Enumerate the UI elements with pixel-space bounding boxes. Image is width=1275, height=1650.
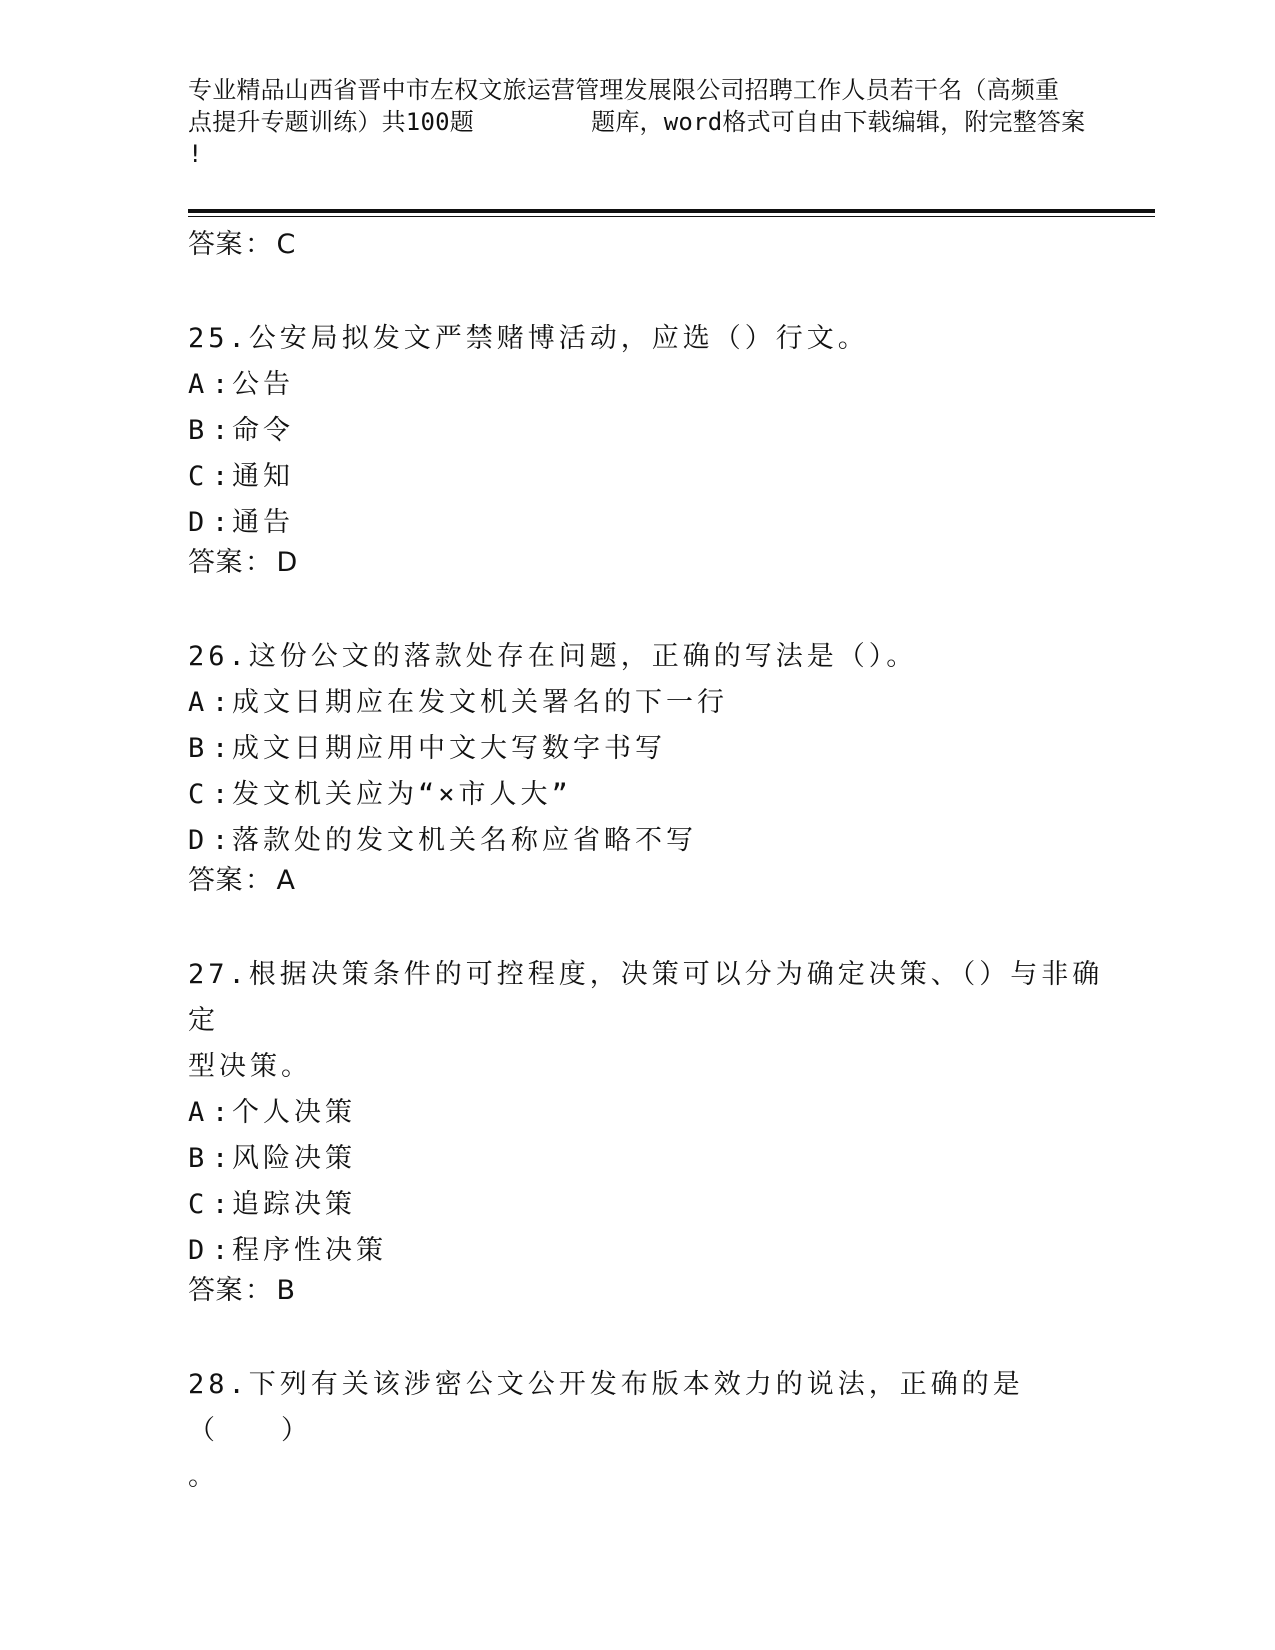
answer-line xyxy=(188,546,1118,580)
question-stem-line-1: 28.下列有关该涉密公文公开发布版本效力的说法，正确的是（ ） xyxy=(188,1369,1024,1446)
option-colon: : xyxy=(212,1097,229,1128)
option-colon: : xyxy=(212,687,229,718)
option-colon: : xyxy=(212,415,229,446)
question-26 xyxy=(188,634,1118,898)
answer-label: 答案 xyxy=(188,865,243,896)
option-letter: A xyxy=(188,687,205,718)
option-d xyxy=(188,500,1118,546)
answer-value: D xyxy=(276,547,298,578)
option-colon: : xyxy=(212,1143,229,1174)
option-text: 发文机关应为“×市人大” xyxy=(232,779,572,810)
option-colon: : xyxy=(212,825,229,856)
option-text: 通告 xyxy=(232,507,294,538)
header-divider-thin xyxy=(188,216,1155,217)
header-line-2: 点提升专题训练）共100题 题库，word格式可自由下载编辑，附完整答案 xyxy=(188,108,1086,136)
answer-value: A xyxy=(276,865,296,896)
option-c xyxy=(188,772,1118,818)
answer-label: 答案 xyxy=(188,229,243,260)
option-b xyxy=(188,408,1118,454)
option-letter: D xyxy=(188,1235,205,1266)
answer-label: 答案 xyxy=(188,547,243,578)
option-d xyxy=(188,1228,1118,1274)
option-b xyxy=(188,726,1118,772)
answer-value: C xyxy=(276,229,296,260)
option-colon: : xyxy=(212,779,229,810)
option-text: 成文日期应用中文大写数字书写 xyxy=(232,733,666,764)
option-colon: : xyxy=(212,733,229,764)
option-letter: B xyxy=(188,733,205,764)
option-colon: : xyxy=(212,461,229,492)
option-letter: B xyxy=(188,415,205,446)
header-line-3: ! xyxy=(188,140,203,168)
option-letter: C xyxy=(188,461,205,492)
option-colon: : xyxy=(212,1235,229,1266)
answer-label: 答案 xyxy=(188,1275,243,1306)
option-text: 个人决策 xyxy=(232,1097,356,1128)
question-content xyxy=(188,228,1118,1500)
option-colon: : xyxy=(212,507,229,538)
option-letter: C xyxy=(188,779,205,810)
option-text: 追踪决策 xyxy=(232,1189,356,1220)
option-a xyxy=(188,362,1118,408)
option-d xyxy=(188,818,1118,864)
document-header xyxy=(188,74,1088,170)
answer-separator: ： xyxy=(245,865,273,896)
option-text: 通知 xyxy=(232,461,294,492)
option-c xyxy=(188,454,1118,500)
option-letter: A xyxy=(188,1097,205,1128)
option-text: 落款处的发文机关名称应省略不写 xyxy=(232,825,697,856)
header-divider-thick xyxy=(188,209,1155,213)
question-stem-line-2: 型决策。 xyxy=(188,1051,312,1082)
option-c xyxy=(188,1182,1118,1228)
question-25 xyxy=(188,316,1118,580)
option-text: 命令 xyxy=(232,415,294,446)
option-colon: : xyxy=(212,369,229,400)
option-text: 程序性决策 xyxy=(232,1235,387,1266)
option-b xyxy=(188,1136,1118,1182)
answer-separator: ： xyxy=(245,1275,273,1306)
option-a xyxy=(188,1090,1118,1136)
option-letter: B xyxy=(188,1143,205,1174)
option-letter: D xyxy=(188,825,205,856)
question-27 xyxy=(188,952,1118,1308)
option-text: 风险决策 xyxy=(232,1143,356,1174)
question-28 xyxy=(188,1362,1118,1500)
option-letter: D xyxy=(188,507,205,538)
question-stem: 26.这份公文的落款处存在问题，正确的写法是（）。 xyxy=(188,641,918,672)
option-a xyxy=(188,680,1118,726)
option-letter: A xyxy=(188,369,205,400)
question-stem-line-1: 27.根据决策条件的可控程度，决策可以分为确定决策、（）与非确定 xyxy=(188,959,1104,1036)
option-letter: C xyxy=(188,1189,205,1220)
question-stem: 25.公安局拟发文严禁赌博活动，应选（）行文。 xyxy=(188,323,869,354)
answer-line xyxy=(188,864,1118,898)
option-colon: : xyxy=(212,1189,229,1220)
option-text: 成文日期应在发文机关署名的下一行 xyxy=(232,687,728,718)
answer-separator: ： xyxy=(245,229,273,260)
answer-separator: ： xyxy=(245,547,273,578)
answer-line xyxy=(188,228,1118,262)
option-text: 公告 xyxy=(232,369,294,400)
header-line-1: 专业精品山西省晋中市左权文旅运营管理发展限公司招聘工作人员若干名（高频重 xyxy=(188,76,1060,104)
answer-line xyxy=(188,1274,1118,1308)
question-stem-line-2: 。 xyxy=(188,1461,219,1492)
answer-value: B xyxy=(276,1275,296,1306)
